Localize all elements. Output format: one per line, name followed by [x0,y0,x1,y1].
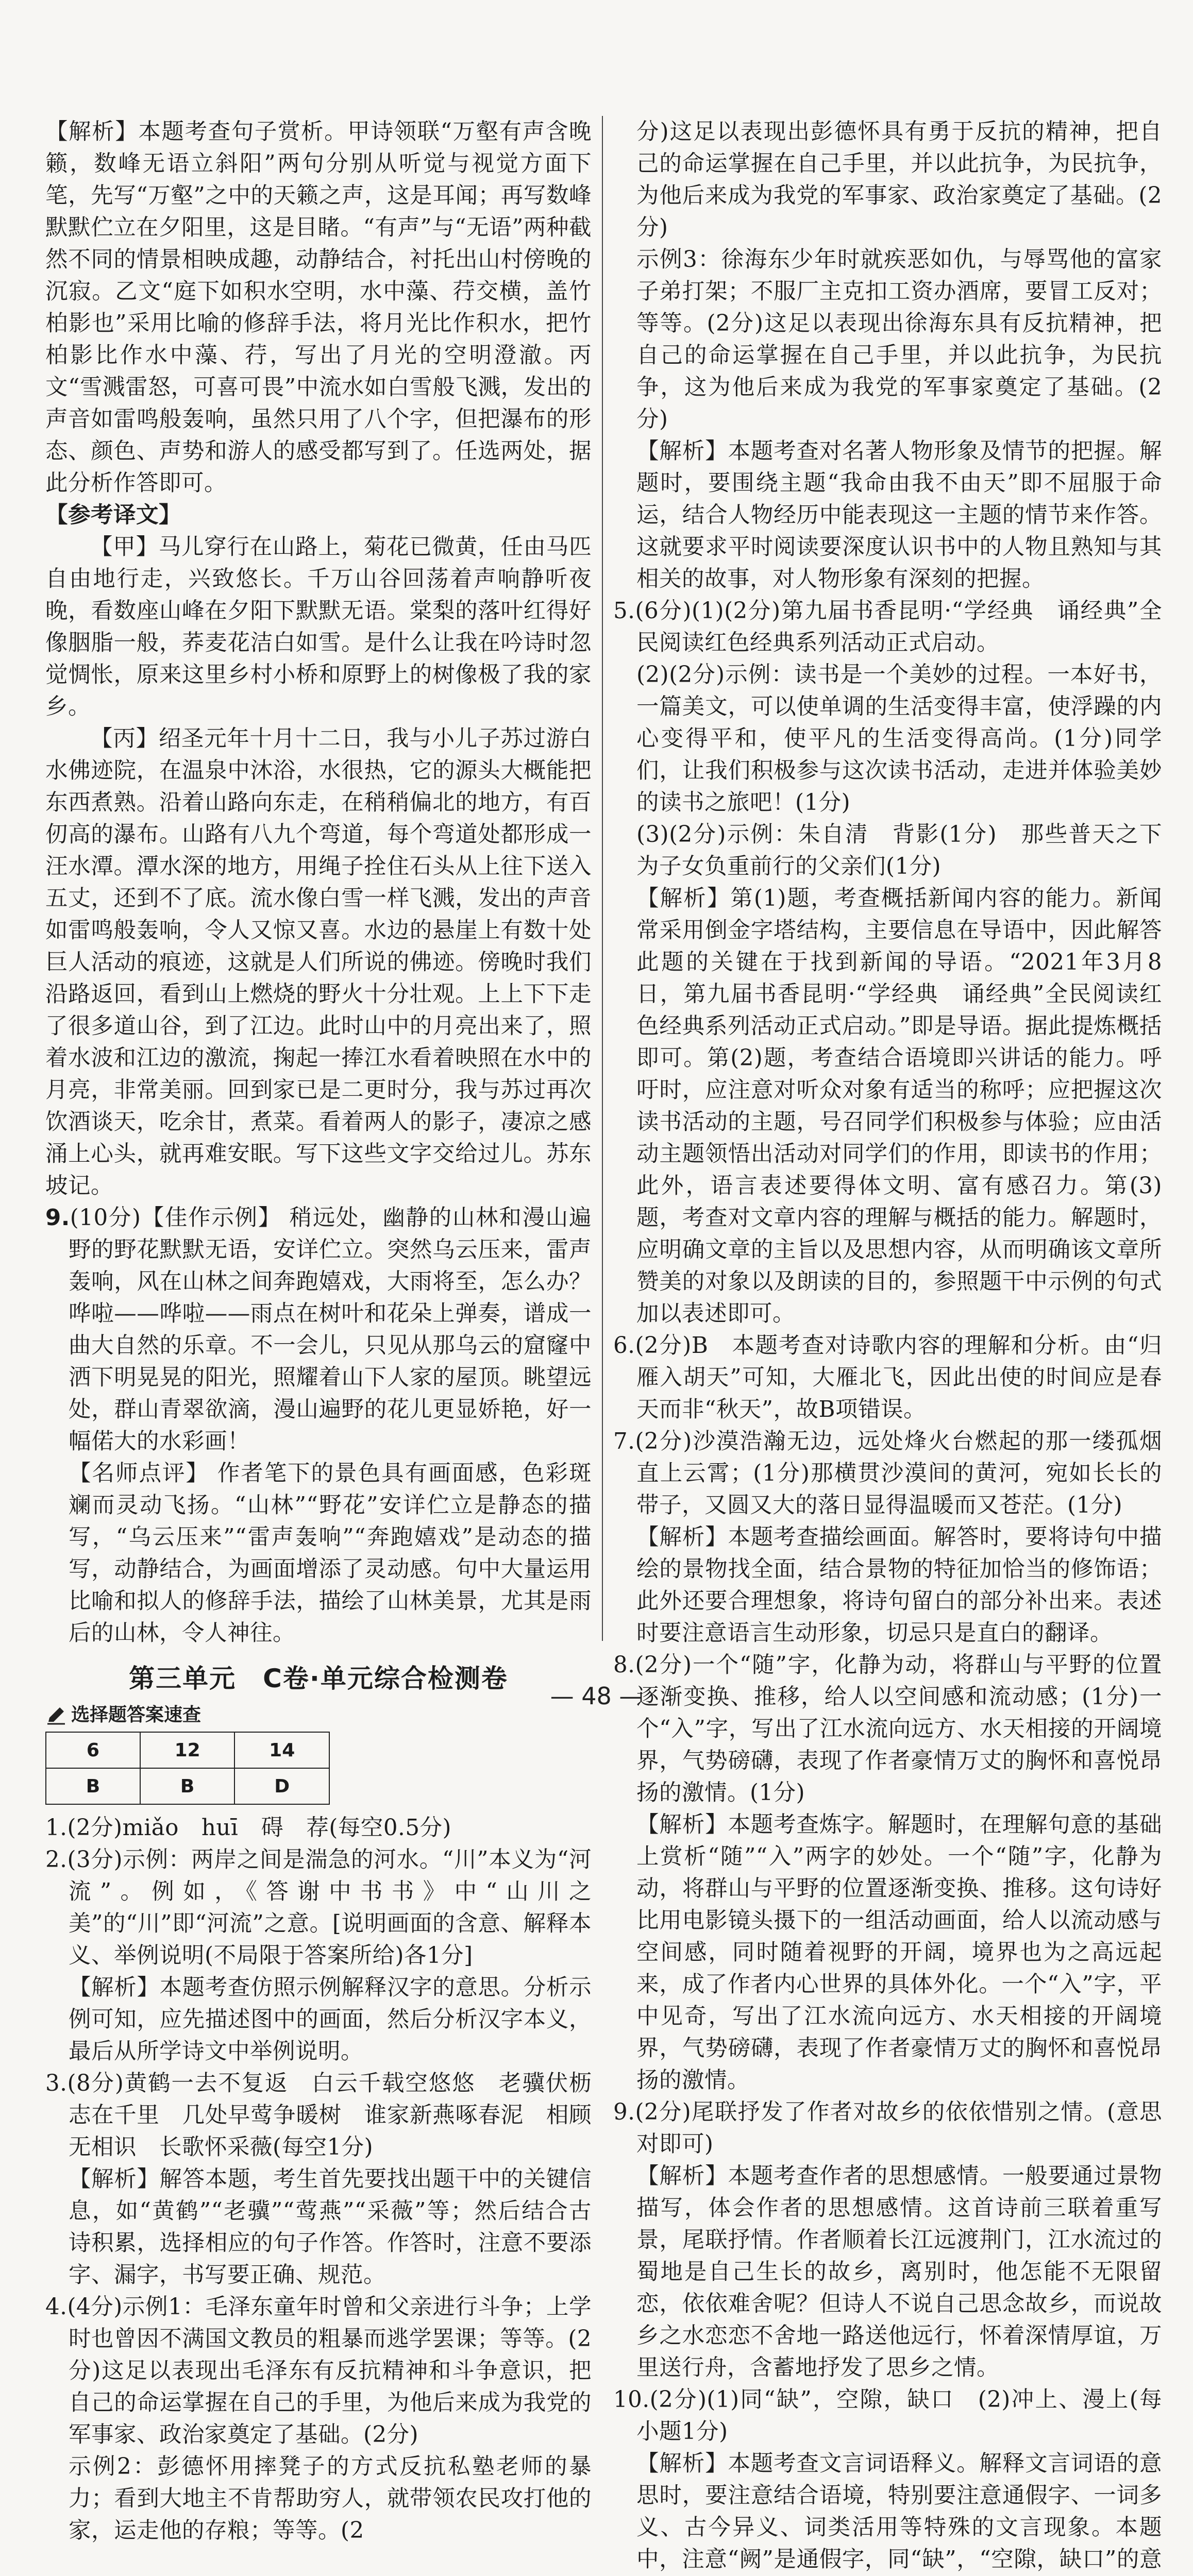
analysis-paragraph: 【解析】本题考查句子赏析。甲诗领联“万壑有声含晚籁，数峰无语立斜阳”两句分别从听觉与视觉方面下笔，先写“万壑”之中的天籁之声，这是耳闻；再写数峰默默伫立在夕阳里，这是目睹。“有声”与“无语”两种截然不同的情景相映成趣，动静结合，衬托出山村傍晚的沉寂。乙文“庭下如积水空明，水中藻、荇交横，盖竹柏影也”采用比喻的修辞手法，将月光比作积水，把竹柏影比作水中藻、荇，写出了月光的空明澄澈。丙文“雪溅雷怒，可喜可畏”中流水如白雪般飞溅，发出的声音如雷鸣般轰响，虽然只用了八个字，但把瀑布的形态、颜色、声势和游人的感受都写到了。任选两处，据此分析作答即可。 [45,119,592,496]
question-10: 10.(2分)(1)同“缺”，空隙，缺口 (2)冲上、漫上(每小题1分) [613,2387,1162,2445]
answer-table-header-row [46,1732,329,1768]
question-4-analysis: 【解析】本题考查对名著人物形象及情节的把握。解题时，要围绕主题“我命由我不由天”即不屈服于命运，结合人物经历中能表现这一主题的情节来作答。这就要求平时阅读要深度认识书中的人物且熟知与其相关的故事，对人物形象有深刻的把握。 [636,438,1162,592]
question-2: 2.(3分)示例：两岸之间是湍急的河水。“川”本义为“河流”。例如，《答谢中书书》中“山川之美”的“川”即“河流”之意。[说明画面的含意、解释本义、举例说明(不局限于答案所给)各1分] [45,1847,592,1969]
question-10-analysis: 【解析】本题考查文言词语释义。解释文言词语的意思时，要注意结合语境，特别要注意通假字、一词多义、古今异义、词类活用等特殊的文言现象。本题中，注意“阙”是通假字，同“缺”，“空隙，缺口”的意 [636,2451,1162,2572]
question-1: 1.(2分)miǎo huī 碍 荐(每空0.5分) [45,1815,451,1841]
question-4-continued: 分)这足以表现出彭德怀具有勇于反抗的精神，把自己的命运掌握在自己手里，并以此抗争，为民抗争，为他后来成为我党的军事家、政治家奠定了基础。(2分) [636,119,1162,241]
translation-heading: 【参考译文】 [45,502,181,528]
section-title: 第三单元 C卷·单元综合检测卷 [129,1664,508,1693]
question-9-c: 9.(2分)尾联抒发了作者对故乡的依依惜别之情。(意思对即可) [613,2099,1162,2157]
answer-heading-text: 选择题答案速查 [71,1704,201,1725]
question-2-analysis: 【解析】本题考查仿照示例解释汉字的意思。分析示例可知，应先描述图中的画面，然后分析汉字本义，最后从所学诗文中举例说明。 [69,1975,592,2064]
question-4: 4.(4分)示例1：毛泽东童年时曾和父亲进行斗争；上学时也曾因不满国文教员的粗暴而逃学罢课；等等。(2分)这足以表现出毛泽东有反抗精神和斗争意识，把自己的命运掌握在自己的手里，为他后来成为我党的军事家、政治家奠定了基础。(2分) [45,2294,592,2448]
answer-table-cell: B [46,1768,140,1804]
question-8-analysis: 【解析】本题考查炼字。解题时，在理解句意的基础上赏析“随”“入”两字的妙处。一个“随”字，化静为动，将群山与平野的位置逐渐变换、推移。这句诗好比用电影镜头摄下的一组活动画面，给人以流动感与空间感，同时随着视野的开阔，境界也为之高远起来，成了作者内心世界的具体外化。一个“入”字，平中见奇，写出了江水流向远方、水天相接的开阔境界，气势磅礴，表现了作者豪情万丈的胸怀和喜悦昂扬的激情。 [636,1812,1162,2093]
question-7-analysis: 【解析】本题考查描绘画面。解答时，要将诗句中描绘的景物找全面，结合景物的特征加恰当的修饰语；此外还要合理想象，将诗句留白的部分补出来。表述时要注意语言生动形象，切忌只是直白的翻译。 [636,1524,1162,1646]
answer-table [45,1732,330,1805]
question-5-part-2: (2)(2分)示例：读书是一个美妙的过程。一本好书，一篇美文，可以使单调的生活变得丰富，使浮躁的内心变得平和，使平凡的生活变得高尚。(1分)同学们，让我们积极参与这次读书活动，走进并体验美妙的读书之旅吧！(1分) [636,662,1162,816]
question-number: 9. [45,1205,70,1231]
teacher-comment: 【名师点评】 作者笔下的景色具有画面感，色彩斑斓而灵动飞扬。“山林”“野花”安详伫立是静态的描写，“乌云压来”“雷声轰响”“奔跑嬉戏”是动态的描写，动静结合，为画面增添了灵动感。句中大量运用比喻和拟人的修辞手法，描绘了山林美景，尤其是雨后的山林，令人神往。 [69,1461,592,1646]
question-3-analysis: 【解析】解答本题，考生首先要找出题干中的关键信息，如“黄鹤”“老骥”“莺燕”“采薇”等；然后结合古诗积累，选择相应的句子作答。作答时，注意不要添字、漏字，书写要正确、规范。 [69,2166,592,2288]
answer-table-cell: B [140,1768,235,1804]
answer-table-cell: D [234,1768,329,1804]
page-number: — 48 — [550,1682,643,1710]
column-divider [602,116,603,1641]
question-3: 3.(8分)黄鹤一去不复返 白云千载空悠悠 老骥伏枥 志在千里 几处早莺争暖树 谁家新燕啄春泥 相顾无相识 长歌怀采薇(每空1分) [45,2071,614,2160]
question-6: 6.(2分)B 本题考查对诗歌内容的理解和分析。由“归雁入胡天”可知，大雁北飞，因此出使的时间应是春天而非“秋天”，故B项错误。 [613,1333,1162,1422]
question-4-example-3: 示例3：徐海东少年时就疾恶如仇，与辱骂他的富家子弟打架；不服厂主克扣工资办酒席，要冒工反对；等等。(2分)这足以表现出徐海东具有反抗精神，把自己的命运掌握在自己手里，并以此抗争，为民抗争，这为他后来成为我党的军事家奠定了基础。(2分) [636,247,1162,432]
question-5: 5.(6分)(1)(2分)第九届书香昆明·“学经典 诵经典”全民阅读红色经典系列活动正式启动。 [613,598,1162,656]
answer-table-cell: 14 [234,1732,329,1768]
question-9 [45,1202,592,1458]
question-7: 7.(2分)沙漠浩瀚无边，远处烽火台燃起的那一缕孤烟直上云霄；(1分)那横贯沙漠间的黄河，宛如长长的带子，又圆又大的落日显得温暖而又苍茫。(1分) [613,1429,1162,1518]
answer-table-cell: 6 [46,1732,140,1768]
translation-jia: 【甲】马儿穿行在山路上，菊花已微黄，任由马匹自由地行走，兴致悠长。千万山谷回荡着声响静听夜晚，看数座山峰在夕阳下默默无语。棠梨的落叶红得好像胭脂一般，荞麦花洁白如雪。是什么让我在吟诗时忽觉惆怅，原来这里乡村小桥和原野上的树像极了我的家乡。 [45,534,592,720]
question-5-analysis: 【解析】第(1)题，考查概括新闻内容的能力。新闻常采用倒金字塔结构，主要信息在导语中，因此解答此题的关键在于找到新闻的导语。“2021年3月8日，第九届书香昆明·“学经典 诵经典”全民阅读红色经典系列活动正式启动。”即是导语。据此提炼概括即可。第(2)题，考查结合语境即兴讲话的能力。呼吁时，应注意对听众对象有适当的称呼；应把握这次读书活动的主题，号召同学们积极参与体验；应由活动主题领悟出活动对同学们的作用，即读书的作用；此外，语言表述要得体文明、富有感召力。第(3)题，考查对文章内容的理解与概括的能力。解题时，应明确文章的主旨以及思想内容，从而明确该文章所赞美的对象以及朗读的目的，参照题干中示例的句式加以表述即可。 [636,886,1162,1327]
right-column [613,116,1162,2576]
question-8: 8.(2分)一个“随”字，化静为动，将群山与平野的位置逐渐变换、推移，给人以空间感和流动感；(1分)一个“入”字，写出了江水流向远方、水天相接的开阔境界，气势磅礴，表现了作者豪情万丈的胸怀和喜悦昂扬的激情。(1分) [613,1652,1162,1806]
translation-bing: 【丙】绍圣元年十月十二日，我与小儿子苏过游白水佛迹院，在温泉中沐浴，水很热，它的源头大概能把东西煮熟。沿着山路向东走，在稍稍偏北的地方，有百仞高的瀑布。山路有八九个弯道，每个弯道处都形成一汪水潭。潭水深的地方，用绳子拴住石头从上往下送入五丈，还到不了底。流水像白雪一样飞溅，发出的声音如雷鸣般轰响，令人又惊又喜。水边的悬崖上有数十处巨人活动的痕迹，这就是人们所说的佛迹。傍晚时我们沿路返回，看到山上燃烧的野火十分壮观。上上下下走了很多道山谷，到了江边。此时山中的月亮出来了，照着水波和江边的激流，掬起一捧江水看着映照在水中的月亮，非常美丽。回到家已是二更时分，我与苏过再次饮酒谈天，吃余甘，煮菜。看着两人的影子，凄凉之感涌上心头，就再难安眠。写下这些文字交给过儿。苏东坡记。 [45,726,592,1199]
answer-table-cell: 12 [140,1732,235,1768]
question-4-example-2: 示例2：彭德怀用摔凳子的方式反抗私塾老师的暴力；看到大地主不肯帮助穷人，就带领农民攻打他的家，运走他的存粮；等等。(2 [69,2454,592,2544]
question-9-c-analysis: 【解析】本题考查作者的思想感情。一般要通过景物描写，体会作者的思想感情。这首诗前三联着重写景，尾联抒情。作者顺着长江远渡荆门，江水流过的蜀地是自己生长的故乡，离别时，他怎能不无限留恋，依依难舍呢？但诗人不说自己思念故乡，而说故乡之水恋恋不舍地一路送他远行，怀着深情厚谊，万里送行舟，含蓄地抒发了思乡之情。 [636,2163,1162,2381]
answer-table-value-row [46,1768,329,1804]
question-9-text: (10分)【佳作示例】 稍远处，幽静的山林和漫山遍野的野花默默无语，安详伫立。突然乌云压来，雷声轰响，风在山林之间奔跑嬉戏，大雨将至，怎么办？哗啦——哗啦——雨点在树叶和花朵上弹奏，谱成一曲大自然的乐章。不一会儿，只见从那乌云的窟窿中洒下明晃晃的阳光，照耀着山下人家的屋顶。眺望远处，群山青翠欲滴，漫山遍野的花儿更显娇艳，好一幅偌大的水彩画！ [69,1205,592,1454]
question-5-part-3: (3)(2分)示例：朱自清 背影(1分) 那些普天之下为子女负重前行的父亲们(1分) [636,822,1162,879]
